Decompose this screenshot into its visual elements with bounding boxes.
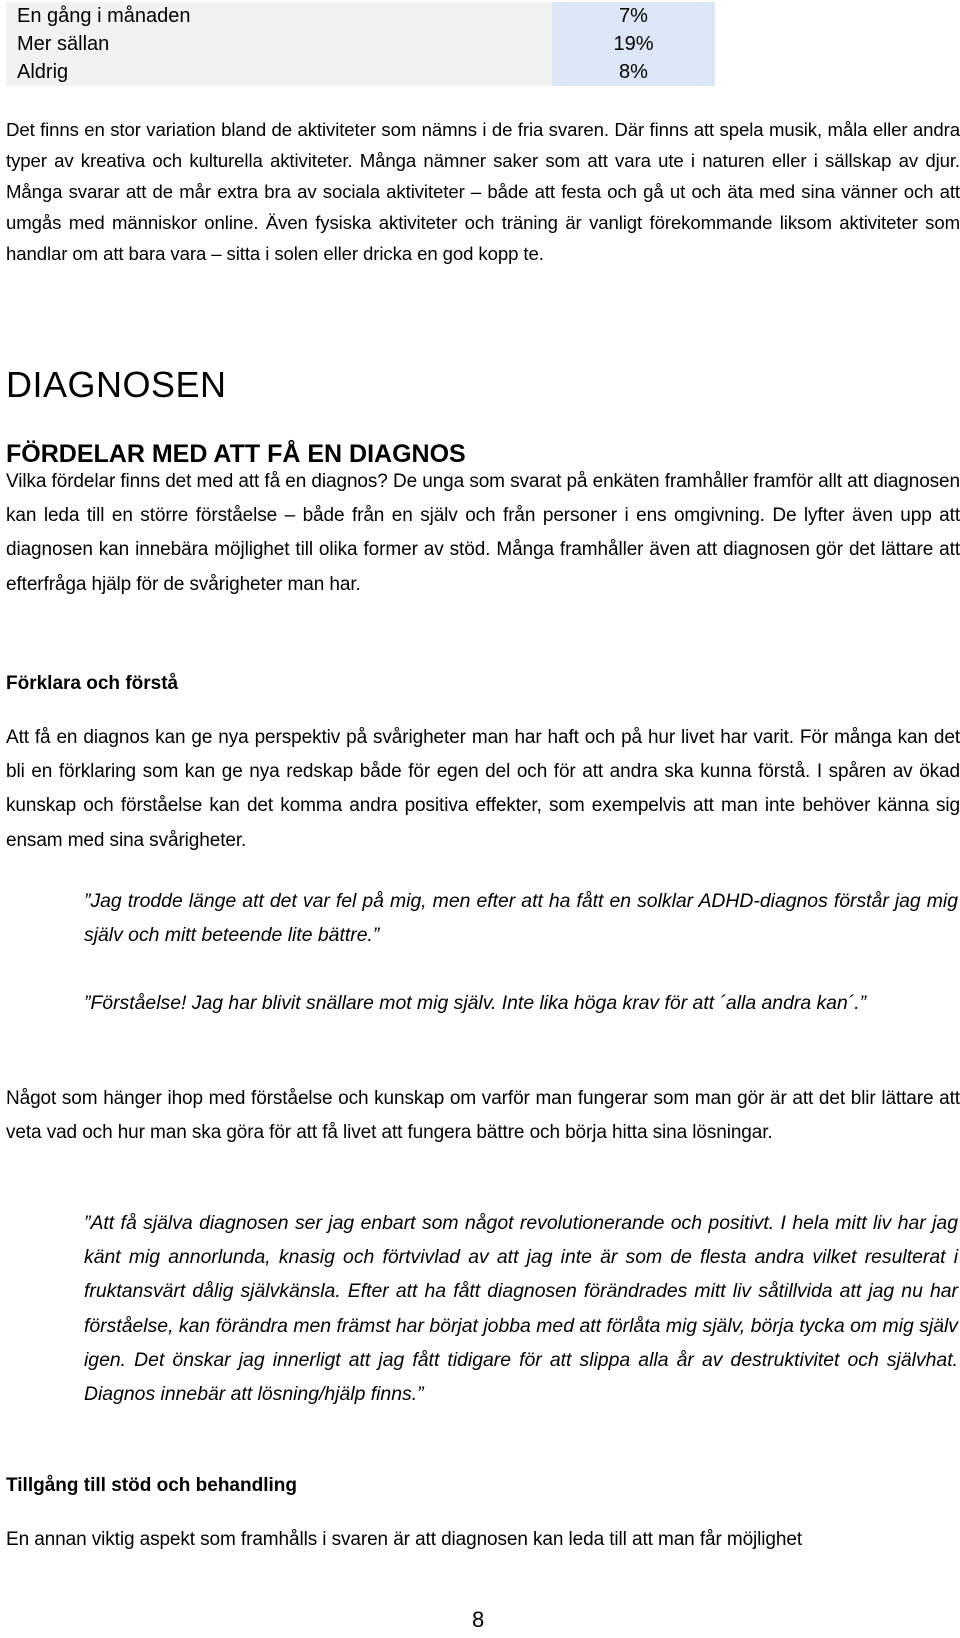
quote-block: ”Förståelse! Jag har blivit snällare mot mig själv. Inte lika höga krav för att ´alla andra kan´.” bbox=[84, 992, 867, 1014]
table-cell-label: Aldrig bbox=[6, 58, 552, 86]
section-heading: DIAGNOSEN bbox=[6, 364, 227, 405]
subheading-support: Tillgång till stöd och behandling bbox=[6, 1475, 297, 1496]
subsection-heading: FÖRDELAR MED ATT FÅ EN DIAGNOS bbox=[6, 440, 466, 468]
paragraph-explain: Att få en diagnos kan ge nya perspektiv på svårigheter man har haft och på hur livet har varit. För många kan det bli en förklaring som kan ge nya redskap både för egen del och för att andra ska kunna förstå. I spåren av ökad kunskap och förståelse kan det komma andra positiva effekter, som exempelvis att man inte behöver känna sig ensam med sina svårigheter. bbox=[6, 727, 960, 851]
paragraph-understanding: Något som hänger ihop med förståelse och kunskap om varför man fungerar som man gör är att det blir lättare att veta vad och hur man ska göra för att få livet att fungera bättre och börja hitta sina lösningar. bbox=[6, 1088, 960, 1144]
paragraph-activities: Det finns en stor variation bland de aktiviteter som nämns i de fria svaren. Där finns att spela musik, måla eller andra typer av kreativa och kulturella aktiviteter. Många nämner saker som att vara ute i naturen eller i sällskap av djur. Många svarar att de mår extra bra av sociala aktiviteter – både att festa och gå ut och äta med sina vänner och att umgås med människor online. Även fysiska aktiviteter och träning är vanligt förekommande liksom aktiviteter som handlar om att bara vara – sitta i solen eller dricka en god kopp te. bbox=[6, 119, 960, 264]
quote-block: ”Att få själva diagnosen ser jag enbart som något revolutionerande och positivt. I hela mitt liv har jag känt mig annorlunda, knasig och förtvivlad av att jag inte är som de flesta andra vilket resulterat i fruktansvärt dålig självkänsla. Efter att ha fått diagnosen förändrades mitt liv såtillvida att jag nu har förståelse, kan förändra men främst har börjat jobba med att förlåta mig själv, börja tycka om mig själv igen. Det önskar jag innerligt att jag fått tidigare för att slippa alla år av destruktivitet och självhat. Diagnos innebär att lösning/hjälp finns.” bbox=[84, 1212, 958, 1406]
paragraph-support: En annan viktig aspekt som framhålls i svaren är att diagnosen kan leda till att man får möjlighet bbox=[6, 1529, 803, 1550]
paragraph-benefits: Vilka fördelar finns det med att få en diagnos? De unga som svarat på enkäten framhåller framför allt att diagnosen kan leda till en större förståelse – både från en själv och från personer i ens omgivning. De lyfter även upp att diagnosen kan innebära möjlighet till olika former av stöd. Många framhåller även att diagnosen gör det lättare att efterfråga hjälp för de svårigheter man har. bbox=[6, 471, 960, 595]
table-cell-label: Mer sällan bbox=[6, 30, 552, 58]
table-cell-value: 7% bbox=[552, 2, 715, 30]
subheading-explain: Förklara och förstå bbox=[6, 673, 179, 694]
quote-block: ”Jag trodde länge att det var fel på mig, men efter att ha fått en solklar ADHD-diagnos förstår jag mig själv och mitt beteende lite bättre.” bbox=[84, 890, 958, 947]
table-cell-value: 19% bbox=[552, 30, 715, 58]
table-cell-label: En gång i månaden bbox=[6, 2, 552, 30]
table-cell-value: 8% bbox=[552, 58, 715, 86]
table-row bbox=[6, 58, 715, 86]
table-row bbox=[6, 30, 715, 58]
page-number: 8 bbox=[472, 1607, 485, 1632]
frequency-table bbox=[6, 2, 715, 86]
table-row bbox=[6, 2, 715, 30]
